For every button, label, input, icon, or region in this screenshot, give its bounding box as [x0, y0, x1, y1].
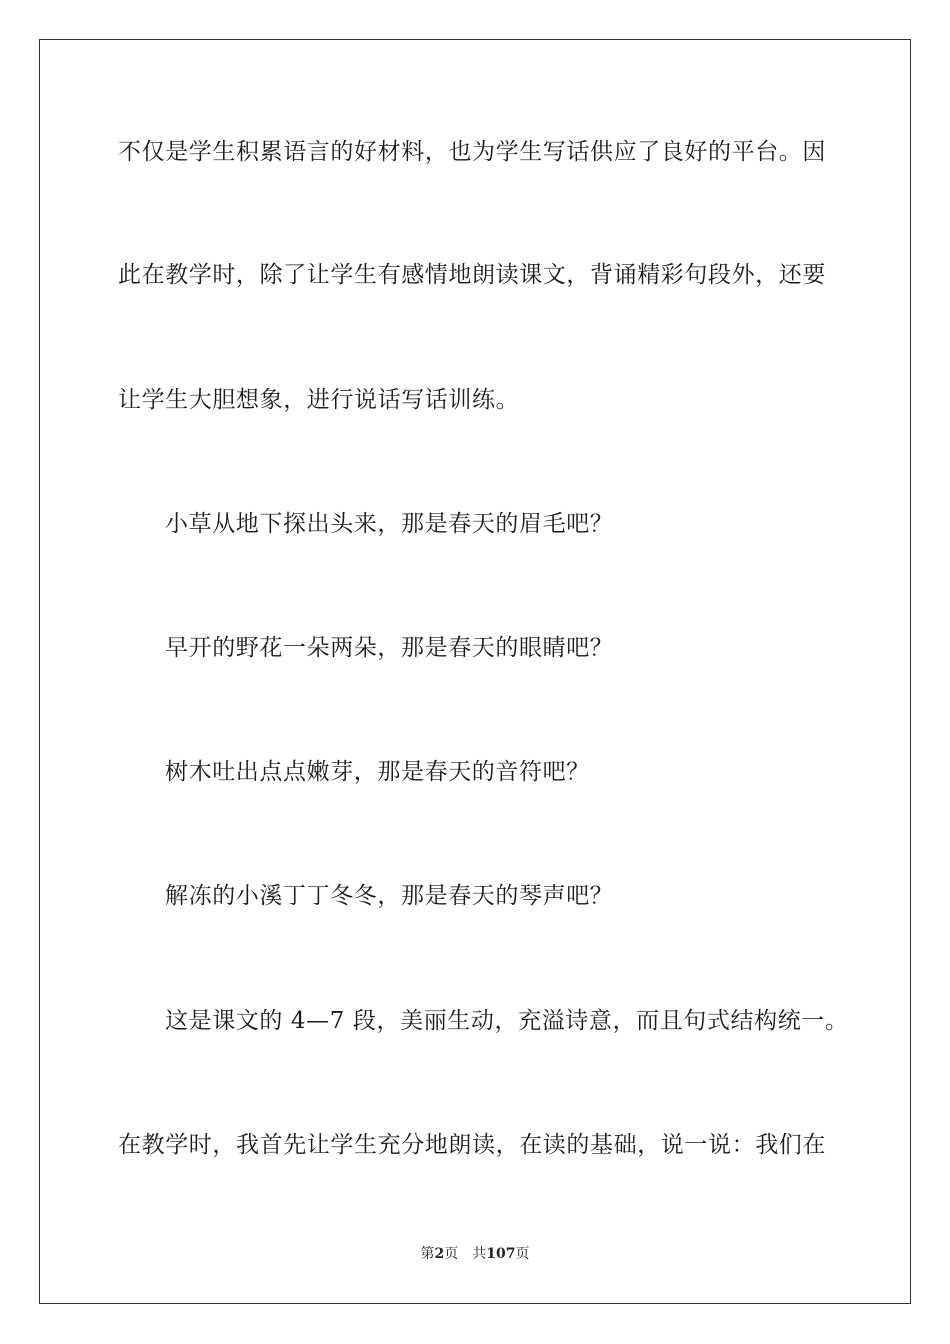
paragraph-line-1: 不仅是学生积累语言的好材料，也为学生写话供应了良好的平台。因 [118, 139, 826, 165]
poem-line-4: 解冻的小溪丁丁冬冬，那是春天的琴声吧？ [165, 883, 614, 909]
page-prefix: 第 [420, 1246, 435, 1262]
poem-line-3: 树木吐出点点嫩芽，那是春天的音符吧？ [165, 759, 590, 785]
total-page-count: 107 [486, 1246, 516, 1262]
page-footer [0, 1245, 950, 1263]
paragraph-line-4: 这是课文的 4—7 段，美丽生动，充溢诗意，而且句式结构统一。 [165, 1008, 849, 1034]
total-suffix: 页 [515, 1246, 530, 1262]
poem-line-2: 早开的野花一朵两朵，那是春天的眼睛吧？ [165, 635, 614, 661]
paragraph-line-3: 让学生大胆想象，进行说话写话训练。 [118, 387, 520, 413]
total-prefix: 共 [472, 1246, 487, 1262]
paragraph-line-2: 此在教学时，除了让学生有感情地朗读课文，背诵精彩句段外，还要 [118, 262, 826, 288]
current-page-number: 2 [434, 1246, 445, 1262]
page-suffix: 页 [444, 1246, 459, 1262]
page-border [39, 39, 911, 1304]
poem-line-1: 小草从地下探出头来，那是春天的眉毛吧？ [165, 511, 614, 537]
paragraph-line-5: 在教学时，我首先让学生充分地朗读，在读的基础，说一说：我们在 [118, 1132, 826, 1158]
